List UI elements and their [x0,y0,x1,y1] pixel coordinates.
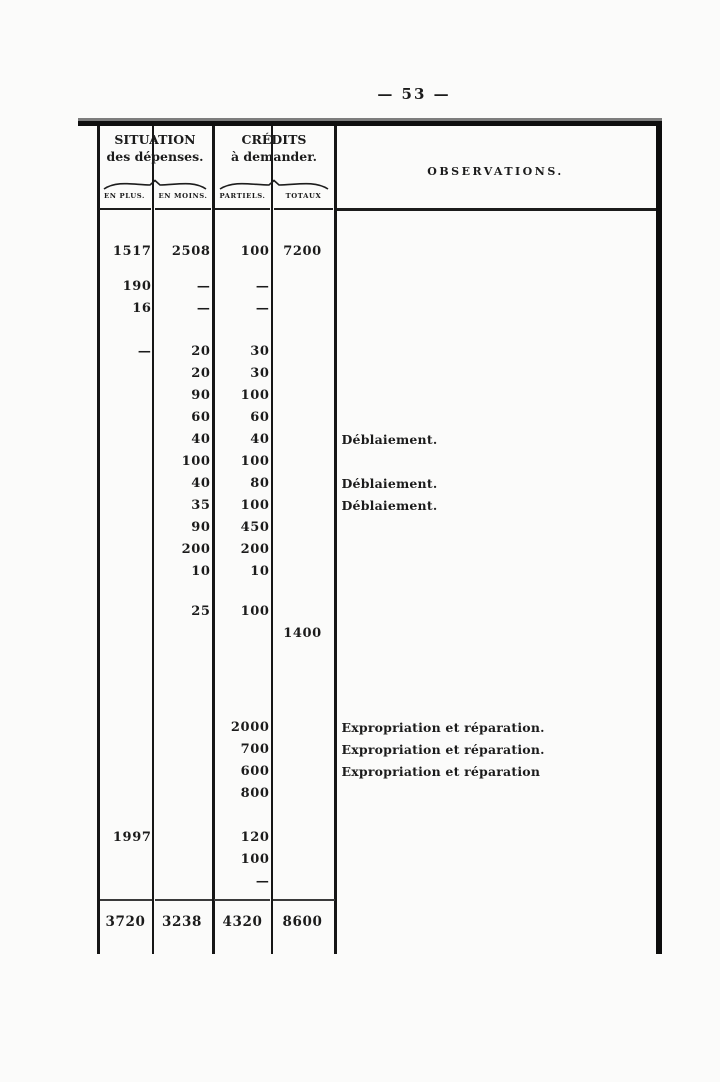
cell-observation: Expropriation et réparation. [341,742,545,757]
cell-partiels: 40 [250,432,270,447]
table-row [100,561,657,583]
cell-observation: Déblaiement. [341,476,438,491]
table-row [100,849,657,871]
header-underline-observations [337,208,656,211]
column-header-en-plus: EN PLUS. [103,192,146,200]
brace-situation-icon [101,177,209,191]
cell-partiels: — [255,301,270,316]
column-header-partiels: PARTIELS. [219,192,266,200]
header-situation-line1: SITUATION [114,132,196,147]
cell-en-moins: 40 [191,476,211,491]
rule-segment [273,899,335,901]
table-row [100,473,657,495]
cell-partiels: 200 [240,542,270,557]
cell-en-plus: — [137,344,152,359]
rule-segment [214,899,270,901]
cell-en-moins: 40 [191,432,211,447]
table-row [100,761,657,783]
blank-row [100,320,657,341]
table-row [100,341,657,363]
cell-en-moins: — [196,301,211,316]
blank-row [100,583,657,601]
table-row [100,601,657,623]
blank-row [100,263,657,276]
cell-en-moins: 100 [181,454,211,469]
cell-partiels: 450 [240,520,270,535]
header-situation-depenses [97,131,213,165]
cell-en-plus: 1997 [112,830,152,845]
table-row [100,363,657,385]
cell-partiels: 60 [250,410,270,425]
cell-partiels: 30 [250,366,270,381]
table-right-border [656,126,662,954]
cell-en-plus: 1517 [112,244,152,259]
rule-segment [100,899,152,901]
table-row [100,517,657,539]
cell-en-plus: 190 [122,279,152,294]
blank-row [100,805,657,827]
expense-credit-table [78,118,662,954]
cell-partiels: 80 [250,476,270,491]
table-body [100,215,657,934]
cell-partiels: 600 [240,764,270,779]
header-observations: OBSERVATIONS. [427,165,564,178]
totals-row [100,910,657,934]
cell-en-plus: 3720 [105,914,146,930]
header-situation-line2: des dépenses. [106,149,204,164]
table-row [100,429,657,451]
cell-partiels: 100 [240,604,270,619]
cell-partiels: 10 [250,564,270,579]
cell-partiels: 100 [240,498,270,513]
page-number: — 53 — [377,85,451,103]
table-row [100,717,657,739]
cell-en-plus: 16 [132,301,152,316]
cell-observation: Expropriation et réparation. [341,720,545,735]
table-row [100,241,657,263]
cell-partiels: — [255,874,270,889]
blank-row [100,215,657,241]
blank-row [100,902,657,910]
header-credits-line2: à demander. [230,149,318,164]
table-row [100,827,657,849]
header-underline-totaux [274,208,333,210]
cell-en-moins: 2508 [171,244,211,259]
cell-observation: Déblaiement. [341,498,438,513]
table-row [100,385,657,407]
brace-credits-icon [217,177,331,191]
cell-en-moins: 35 [191,498,211,513]
header-credits-a-demander [213,131,335,165]
column-header-totaux: TOTAUX [285,192,322,200]
cell-partiels: — [255,279,270,294]
cell-en-moins: 90 [191,388,211,403]
header-underline-partiels [215,208,270,210]
cell-partiels: 100 [240,852,270,867]
table-row [100,407,657,429]
cell-en-moins: 20 [191,344,211,359]
header-underline-en-plus [99,208,151,210]
column-header-en-moins: EN MOINS. [158,192,208,200]
cell-partiels: 700 [240,742,270,757]
table-row [100,739,657,761]
cell-totaux: 8600 [282,914,323,930]
table-row [100,623,657,645]
table-row [100,871,657,893]
cell-en-moins: 20 [191,366,211,381]
header-credits-line1: CRÉDITS [241,132,307,147]
cell-en-moins: 90 [191,520,211,535]
cell-partiels: 100 [240,454,270,469]
blank-row [100,645,657,717]
header-underline-en-moins [155,208,211,210]
cell-en-moins: 200 [181,542,211,557]
cell-partiels: 800 [240,786,270,801]
table-row [100,495,657,517]
cell-partiels: 120 [240,830,270,845]
cell-totaux: 7200 [283,244,322,259]
cell-en-moins: 10 [191,564,211,579]
cell-en-moins: 25 [191,604,211,619]
cell-partiels: 100 [240,388,270,403]
cell-observation: Déblaiement. [341,432,438,447]
table-row [100,451,657,473]
table-row [100,298,657,320]
table-row [100,539,657,561]
cell-partiels: 30 [250,344,270,359]
cell-en-moins: 3238 [162,914,202,930]
cell-totaux: 1400 [283,626,322,641]
cell-partiels: 2000 [230,720,270,735]
cell-partiels: 100 [240,244,270,259]
rule-segment [155,899,212,901]
table-row [100,783,657,805]
cell-en-moins: — [196,279,211,294]
cell-en-moins: 60 [191,410,211,425]
cell-partiels: 4320 [222,914,263,930]
top-rule [78,121,662,126]
table-row [100,276,657,298]
cell-observation: Expropriation et réparation [341,764,541,779]
